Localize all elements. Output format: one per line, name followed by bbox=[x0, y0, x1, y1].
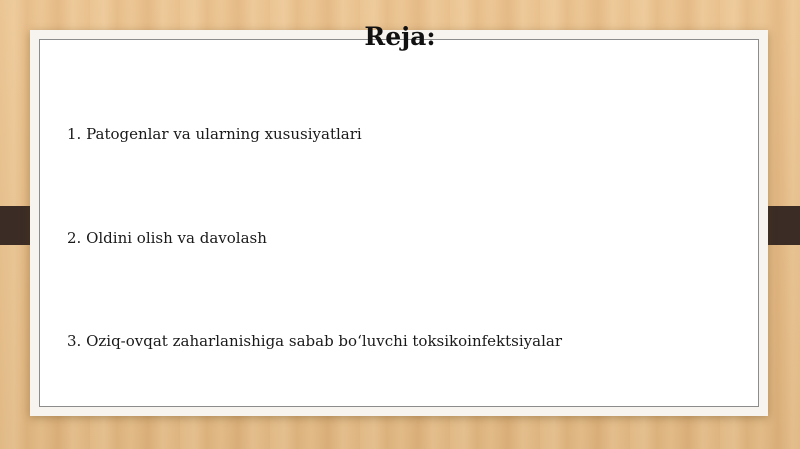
plan-item-3: 3. Oziq-ovqat zaharlanishiga sabab bo‘luvchi toksikoinfektsiyalar bbox=[67, 332, 562, 350]
slide-content-area bbox=[39, 39, 759, 407]
slide-paper bbox=[30, 30, 768, 416]
slide-title: Reja: bbox=[364, 22, 436, 51]
plan-item-2: 2. Oldini olish va davolash bbox=[67, 229, 267, 247]
plan-item-1: 1. Patogenlar va ularning xususiyatlari bbox=[67, 125, 362, 143]
